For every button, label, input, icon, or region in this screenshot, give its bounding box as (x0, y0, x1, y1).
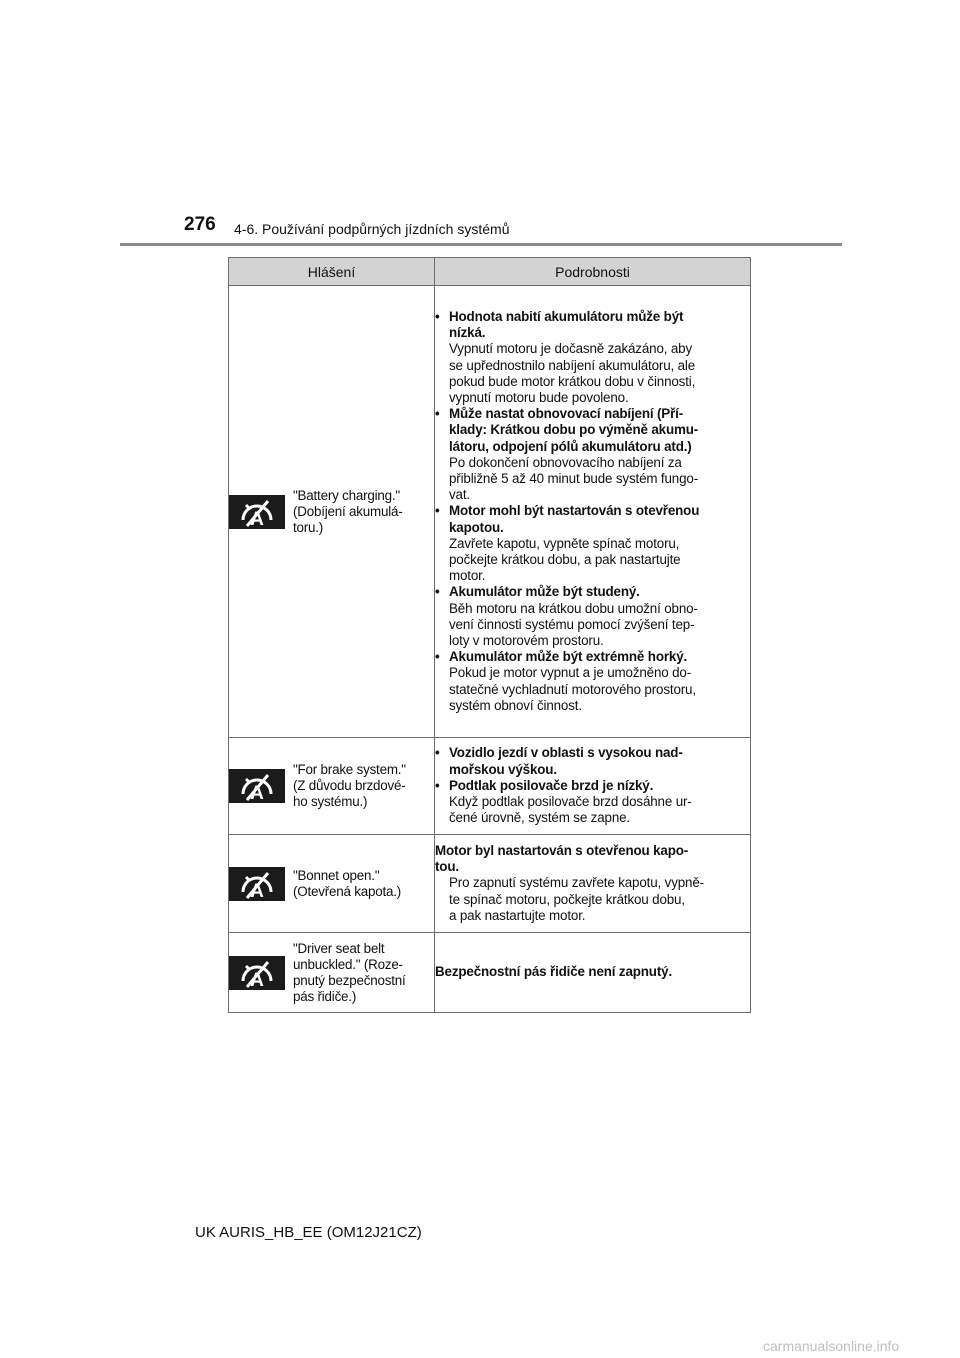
watermark: carmanualsonline.info (763, 1338, 900, 1354)
svg-text:A: A (250, 508, 264, 528)
list-item: • Podtlak posilovače brzd je nízký. Když podtlak posilovače brzd dosáhne ur- čené úrovně, systém se zapne. (435, 777, 692, 826)
details-cell: Motor byl nastartován s otevřenou kapo- tou. Pro zapnutí systému zavřete kapotu, vypně- te spínač motoru, počkejte krátkou dobu, a pak nastartujte motor. (435, 835, 751, 933)
stop-start-disabled-icon (229, 956, 285, 990)
message-cell (229, 933, 435, 1013)
list-item: • Hodnota nabití akumulátoru může být nízká. Vypnutí motoru je dočasně zakázáno, aby se upřednostnilo nabíjení akumulátoru, ale pokud bude motor krátkou dobu v činnosti, vypnutí motoru bude povoleno. (435, 308, 696, 405)
page-number: 276 (184, 214, 216, 235)
list-item: • Akumulátor může být studený. Běh motoru na krátkou dobu umožní obno- vení činnosti systému pomocí zvýšení tep- loty v motorovém prostoru. (435, 584, 698, 649)
manual-code: UK AURIS_HB_EE (OM12J21CZ) (195, 1224, 422, 1241)
svg-text:A: A (250, 969, 264, 989)
svg-text:A: A (250, 783, 264, 802)
message-cell (229, 738, 435, 835)
stop-start-disabled-icon (229, 769, 285, 803)
table-row (229, 933, 751, 1013)
list-item: • Může nastat obnovovací nabíjení (Pří- klady: Krátkou dobu po výměně akumu- látoru, odpojení pólů akumulátoru atd.) Po dokončení obnovovacího nabíjení za přibližně 5 až 40 minut bude systém fungo- vat. (435, 406, 699, 503)
message-text: "Bonnet open." (Otevřená kapota.) (293, 867, 402, 899)
message-cell (229, 286, 435, 738)
message-text: "Battery charging." (Dobíjení akumulá- toru.) (293, 487, 403, 535)
list-item: • Akumulátor může být extrémně horký. Pokud je motor vypnut a je umožněno do- statečné vychladnutí motorového prostoru, systém obnoví činnost. (435, 649, 696, 713)
message-table (228, 257, 751, 1013)
table-row (229, 286, 751, 738)
column-header-details: Podrobnosti (435, 258, 751, 286)
message-cell (229, 835, 435, 933)
message-text: "Driver seat belt unbuckled." (Roze- pnutý bezpečnostní pás řidiče.) (293, 940, 406, 1004)
svg-text:A: A (250, 880, 264, 900)
stop-start-disabled-icon (229, 867, 285, 901)
details-cell (435, 286, 751, 738)
table-row (229, 835, 751, 933)
header-rule (120, 243, 842, 246)
stop-start-disabled-icon (229, 495, 285, 529)
list-item: • Vozidlo jezdí v oblasti s vysokou nad- mořskou výškou. (435, 745, 683, 777)
table-row (229, 738, 751, 835)
list-item: • Motor mohl být nastartován s otevřenou kapotou. Zavřete kapotu, vypněte spínač motoru, počkejte krátkou dobu, a pak nastartujte motor. (435, 503, 700, 584)
chapter-title: 4-6. Používání podpůrných jízdních systémů (234, 221, 510, 237)
details-cell: Bezpečnostní pás řidiče není zapnutý. (435, 933, 751, 1013)
message-text: "For brake system." (Z důvodu brzdové- ho systému.) (293, 762, 406, 809)
details-cell (435, 738, 751, 835)
table-header-row (229, 258, 751, 286)
column-header-message: Hlášení (229, 258, 435, 286)
